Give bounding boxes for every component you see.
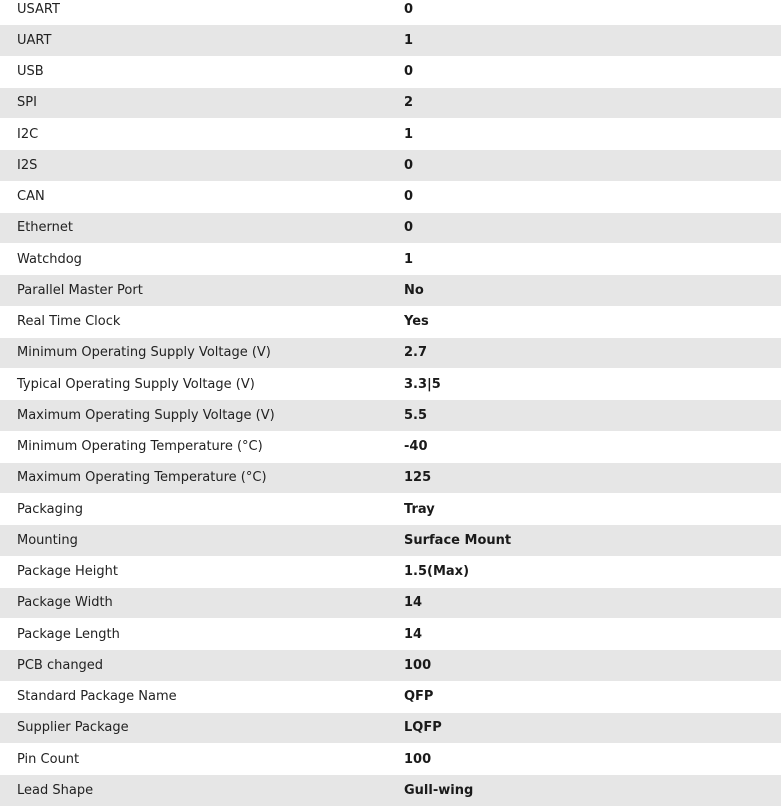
spec-label: Maximum Operating Supply Voltage (V) [17,407,275,423]
spec-label: Minimum Operating Supply Voltage (V) [17,345,271,361]
spec-label: UART [17,32,52,48]
spec-label: USART [17,1,60,17]
spec-row-watchdog [0,244,781,275]
spec-value: 1 [404,251,414,267]
spec-label: PCB changed [17,657,104,673]
spec-row-pin-count [0,744,781,775]
spec-value: 1 [404,32,414,48]
spec-value: 2 [404,95,414,111]
spec-value: 5.5 [404,407,428,423]
spec-row-i2c [0,119,781,150]
spec-label: Real Time Clock [17,314,121,330]
spec-value: 100 [404,751,432,767]
spec-row-packaging [0,494,781,525]
spec-row-spi [0,88,781,119]
spec-value: No [404,282,424,298]
spec-value: -40 [404,439,428,455]
spec-row-standard-package-name [0,682,781,713]
spec-row-ethernet [0,213,781,244]
spec-label: Pin Count [17,751,80,767]
spec-row-usb [0,57,781,88]
spec-row-parallel-master-port [0,275,781,306]
spec-value: Tray [404,501,435,517]
spec-row-min-temperature [0,432,781,463]
spec-row-usart [0,0,781,25]
spec-value: LQFP [404,720,442,736]
spec-label: Package Width [17,595,113,611]
spec-label: Standard Package Name [17,689,177,705]
spec-row-min-supply-voltage [0,338,781,369]
spec-label: I2S [17,157,38,173]
spec-label: CAN [17,189,45,205]
spec-row-typ-supply-voltage [0,369,781,400]
spec-row-package-length [0,619,781,650]
spec-value: 14 [404,626,423,642]
spec-value: Surface Mount [404,532,512,548]
spec-value: 2.7 [404,345,428,361]
spec-row-can [0,182,781,213]
spec-value: Yes [404,314,429,330]
spec-row-supplier-package [0,713,781,744]
spec-label: Supplier Package [17,720,129,736]
spec-label: Typical Operating Supply Voltage (V) [17,376,255,392]
spec-label: Ethernet [17,220,73,236]
spec-label: I2C [17,126,39,142]
spec-label: Watchdog [17,251,82,267]
spec-value: 0 [404,157,414,173]
spec-value: 0 [404,189,414,205]
spec-label: Packaging [17,501,83,517]
spec-row-mounting [0,525,781,556]
spec-row-package-height [0,557,781,588]
spec-value: 14 [404,595,423,611]
spec-label: Parallel Master Port [17,282,143,298]
spec-label: SPI [17,95,37,111]
spec-value: 1 [404,126,414,142]
spec-label: Package Length [17,626,120,642]
spec-row-max-temperature [0,463,781,494]
spec-value: 1.5(Max) [404,564,470,580]
spec-value: 125 [404,470,432,486]
spec-row-uart [0,25,781,56]
spec-value: 3.3|5 [404,376,441,392]
spec-row-pcb-changed [0,650,781,681]
spec-label: Package Height [17,564,118,580]
spec-label: Lead Shape [17,782,94,798]
spec-value: Gull-wing [404,782,474,798]
spec-value: 100 [404,657,432,673]
spec-row-real-time-clock [0,307,781,338]
spec-label: Maximum Operating Temperature (°C) [17,470,267,486]
spec-label: Minimum Operating Temperature (°C) [17,439,263,455]
spec-value: 0 [404,64,414,80]
spec-row-package-width [0,588,781,619]
spec-value: QFP [404,689,434,705]
spec-row-max-supply-voltage [0,400,781,431]
spec-label: Mounting [17,532,78,548]
spec-label: USB [17,64,44,80]
spec-value: 0 [404,1,414,17]
spec-value: 0 [404,220,414,236]
spec-row-i2s [0,150,781,181]
spec-row-lead-shape [0,775,781,806]
